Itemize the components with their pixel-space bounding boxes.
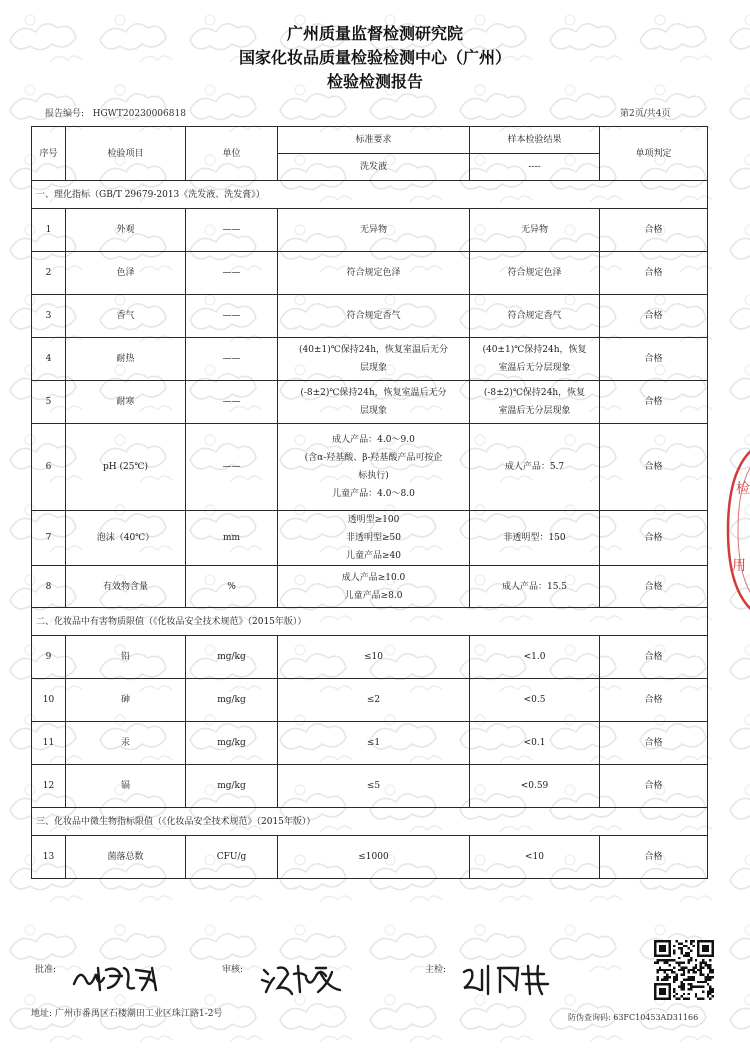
standard-line: (40±1)℃保持24h，恢复室温后无分 <box>298 345 449 355</box>
table-row <box>32 424 708 511</box>
standard-line: 层现象 <box>359 406 387 416</box>
standard-line: 儿童产品≥8.0 <box>344 590 403 601</box>
address-label: 地址: <box>31 1009 53 1019</box>
result-line: <10 <box>525 852 544 862</box>
table-row <box>32 836 708 879</box>
row-unit: mg/kg <box>186 765 278 808</box>
review-signature <box>258 958 348 1002</box>
table-row <box>32 338 708 381</box>
row-verdict: 合格 <box>600 252 708 295</box>
row-standard <box>278 295 470 338</box>
row-unit: —— <box>186 338 278 381</box>
row-result <box>470 636 600 679</box>
row-result <box>470 295 600 338</box>
table-row <box>32 252 708 295</box>
row-verdict: 合格 <box>600 566 708 608</box>
page-info: 第2页/共4页 <box>620 109 671 119</box>
row-result <box>470 566 600 608</box>
row-index: 2 <box>32 252 66 295</box>
table-header-row <box>32 127 708 154</box>
row-index: 6 <box>32 424 66 511</box>
row-result <box>470 679 600 722</box>
anti-fake-code <box>568 1012 698 1023</box>
section-title: 二、化妆品中有害物质限值（《化妆品安全技术规范》（2015年版）） <box>32 608 708 636</box>
row-index: 8 <box>32 566 66 608</box>
table-row <box>32 636 708 679</box>
row-result <box>470 836 600 879</box>
standard-line: 成人产品≥10.0 <box>341 572 406 583</box>
result-line: 符合规定色泽 <box>507 268 562 278</box>
col-item-header: 检验项目 <box>66 127 186 181</box>
result-line: (40±1)℃保持24h，恢复 <box>482 345 587 355</box>
report-header <box>0 22 750 94</box>
row-item: 菌落总数 <box>66 836 186 879</box>
row-index: 1 <box>32 209 66 252</box>
col-verdict-header: 单项判定 <box>600 127 708 181</box>
center-name: 国家化妆品质量检验检测中心（广州） <box>238 48 511 67</box>
row-index: 10 <box>32 679 66 722</box>
section-title: 三、化妆品中微生物指标限值（《化妆品安全技术规范》（2015年版）） <box>32 808 708 836</box>
row-standard <box>278 381 470 424</box>
col-result-subheader: ---- <box>470 154 600 181</box>
row-standard <box>278 338 470 381</box>
row-unit: —— <box>186 381 278 424</box>
standard-line: 层现象 <box>359 363 387 373</box>
result-line: <0.59 <box>520 781 549 791</box>
standard-line: 透明型≥100 <box>347 515 400 525</box>
row-standard <box>278 511 470 566</box>
report-number-label: 报告编号: <box>45 109 85 119</box>
anti-fake-value: 63FC10453AD31166 <box>613 1013 699 1022</box>
result-line: 无异物 <box>520 225 548 235</box>
row-standard <box>278 636 470 679</box>
approve-label: 批准: <box>35 965 57 975</box>
row-result <box>470 252 600 295</box>
row-result <box>470 511 600 566</box>
row-unit: —— <box>186 209 278 252</box>
row-result <box>470 424 600 511</box>
standard-line: 非透明型≥50 <box>346 533 401 543</box>
row-verdict: 合格 <box>600 338 708 381</box>
section-title-row <box>32 808 708 836</box>
row-verdict: 合格 <box>600 209 708 252</box>
row-index: 4 <box>32 338 66 381</box>
row-item: 镉 <box>66 765 186 808</box>
table-row <box>32 679 708 722</box>
table-row <box>32 566 708 608</box>
standard-line: 符合规定色泽 <box>346 268 401 278</box>
row-index: 13 <box>32 836 66 879</box>
row-verdict: 合格 <box>600 765 708 808</box>
table-row <box>32 765 708 808</box>
col-unit-header: 单位 <box>186 127 278 181</box>
review-label: 审核: <box>222 965 244 975</box>
row-index: 3 <box>32 295 66 338</box>
result-line: 室温后无分层现象 <box>498 363 571 373</box>
row-item: 耐热 <box>66 338 186 381</box>
row-item: pH (25℃) <box>66 424 186 511</box>
standard-line: 儿童产品：4.0～8.0 <box>332 489 415 499</box>
standard-line: (含α-羟基酸、β-羟基酸产品可按企 <box>304 453 443 463</box>
col-standard-subheader: 洗发液 <box>278 154 470 181</box>
standard-line: ≤1000 <box>358 852 389 862</box>
row-result <box>470 722 600 765</box>
address-value: 广州市番禺区石楼潮田工业区珠江路1-2号 <box>54 1009 223 1019</box>
standard-line: 无异物 <box>359 225 387 235</box>
main-signature <box>458 958 558 1002</box>
row-item: 有效物含量 <box>66 566 186 608</box>
row-index: 5 <box>32 381 66 424</box>
report-title: 检验检测报告 <box>326 72 423 91</box>
anti-fake-label: 防伪查询码: <box>568 1013 611 1022</box>
section-title-row <box>32 181 708 209</box>
row-item: 砷 <box>66 679 186 722</box>
standard-line: ≤2 <box>366 695 381 705</box>
standard-line: ≤5 <box>366 781 381 791</box>
row-standard <box>278 765 470 808</box>
row-item: 耐寒 <box>66 381 186 424</box>
row-verdict: 合格 <box>600 722 708 765</box>
row-verdict: 合格 <box>600 679 708 722</box>
row-index: 7 <box>32 511 66 566</box>
col-index-header: 序号 <box>32 127 66 181</box>
row-result <box>470 338 600 381</box>
row-result <box>470 765 600 808</box>
row-verdict: 合格 <box>600 424 708 511</box>
col-standard-header: 标准要求 <box>278 127 470 154</box>
row-unit: mg/kg <box>186 679 278 722</box>
row-result <box>470 209 600 252</box>
result-line: 室温后无分层现象 <box>498 406 571 416</box>
table-row <box>32 295 708 338</box>
row-unit: mg/kg <box>186 722 278 765</box>
svg-text:检: 检 <box>736 481 750 497</box>
row-verdict: 合格 <box>600 836 708 879</box>
col-result-header: 样本检验结果 <box>470 127 600 154</box>
row-item: 香气 <box>66 295 186 338</box>
table-row <box>32 511 708 566</box>
section-title-row <box>32 608 708 636</box>
row-verdict: 合格 <box>600 511 708 566</box>
table-row <box>32 209 708 252</box>
row-index: 9 <box>32 636 66 679</box>
result-line: 成人产品：5.7 <box>504 462 565 472</box>
row-verdict: 合格 <box>600 295 708 338</box>
qr-code-icon[interactable] <box>654 940 714 1000</box>
row-unit: —— <box>186 252 278 295</box>
standard-line: (-8±2)℃保持24h，恢复室温后无分 <box>300 388 447 398</box>
row-standard <box>278 722 470 765</box>
main-label: 主检: <box>425 965 447 975</box>
standard-line: 符合规定香气 <box>346 311 401 321</box>
row-unit: mm <box>186 511 278 566</box>
result-line: 非透明型：150 <box>503 533 566 543</box>
row-standard <box>278 836 470 879</box>
red-stamp-icon <box>722 445 750 615</box>
row-item: 铅 <box>66 636 186 679</box>
standard-line: 成人产品：4.0～9.0 <box>332 435 415 445</box>
row-standard <box>278 252 470 295</box>
row-index: 12 <box>32 765 66 808</box>
standard-line: 儿童产品≥40 <box>346 551 401 561</box>
row-standard <box>278 679 470 722</box>
row-standard <box>278 424 470 511</box>
table-row <box>32 381 708 424</box>
row-item: 外观 <box>66 209 186 252</box>
result-line: 符合规定香气 <box>507 311 562 321</box>
row-verdict: 合格 <box>600 636 708 679</box>
row-unit: % <box>186 566 278 608</box>
result-line: <0.1 <box>523 738 546 748</box>
footer-address <box>31 1006 222 1019</box>
row-unit: mg/kg <box>186 636 278 679</box>
row-item: 泡沫（40℃） <box>66 511 186 566</box>
result-line: <0.5 <box>523 695 546 705</box>
standard-line: ≤10 <box>364 652 383 662</box>
standard-line: ≤1 <box>366 738 381 748</box>
report-number-value: HGWT20230006818 <box>92 109 186 119</box>
report-number <box>45 106 186 119</box>
row-verdict: 合格 <box>600 381 708 424</box>
row-unit: —— <box>186 295 278 338</box>
svg-text:用: 用 <box>732 558 746 574</box>
result-line: <1.0 <box>523 652 546 662</box>
row-standard <box>278 209 470 252</box>
row-item: 色泽 <box>66 252 186 295</box>
institute-name: 广州质量监督检测研究院 <box>286 24 463 43</box>
section-title: 一、理化指标（GB/T 29679-2013《洗发液、洗发膏》） <box>32 181 708 209</box>
result-line: 成人产品：15.5 <box>501 581 568 592</box>
row-index: 11 <box>32 722 66 765</box>
row-standard <box>278 566 470 608</box>
result-line: (-8±2)℃保持24h，恢复 <box>483 388 586 398</box>
row-result <box>470 381 600 424</box>
row-unit: CFU/g <box>186 836 278 879</box>
approve-signature <box>70 958 170 1002</box>
row-unit: —— <box>186 424 278 511</box>
row-item: 汞 <box>66 722 186 765</box>
standard-line: 标执行) <box>358 471 389 481</box>
inspection-table <box>31 126 708 879</box>
table-row <box>32 722 708 765</box>
